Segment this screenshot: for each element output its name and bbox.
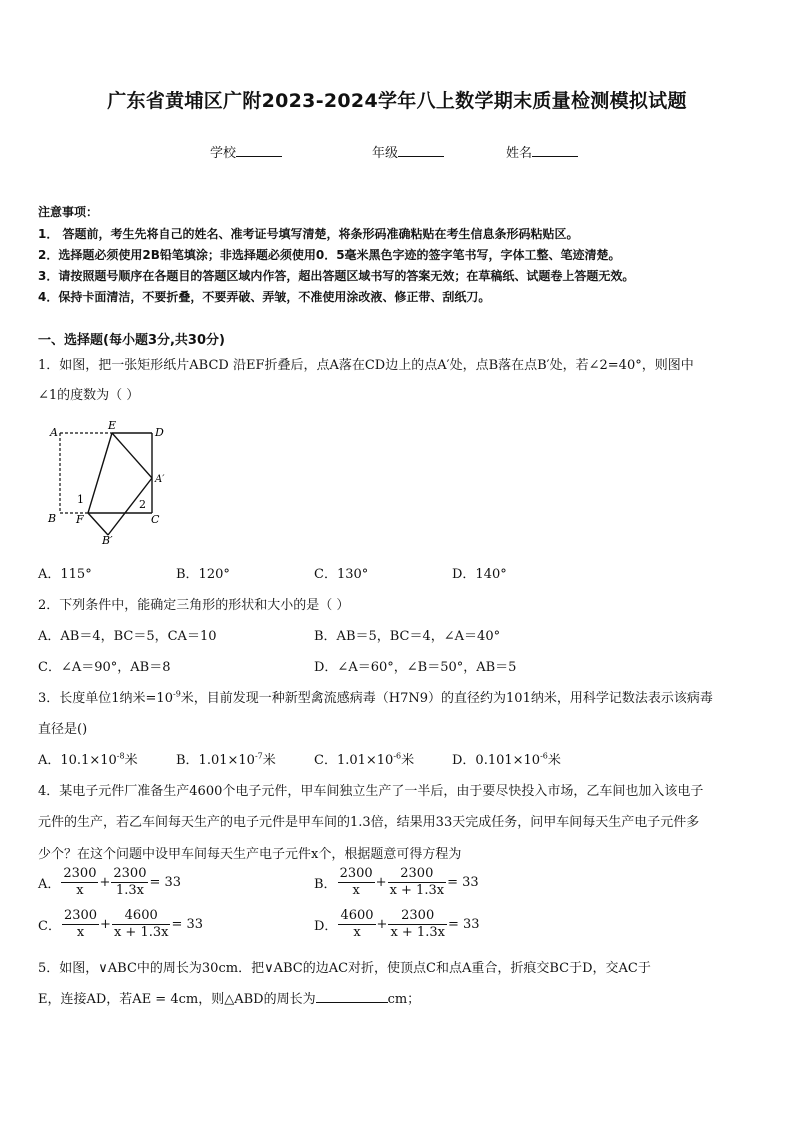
answer-blank[interactable] — [316, 990, 388, 1003]
q5-text: 5．如图，∨ABC中的周长为30cm．把∨ABC的边AC对折，使顶点C和点A重合，折痕交BC于D，交AC于 — [38, 961, 651, 976]
q3-option-b: B．$1.01\times 10^{-7}$米 — [176, 751, 276, 768]
q1-text: ∠1的度数为（ ） — [38, 388, 140, 403]
q2-option-d: D．∠A＝60°，∠B＝50°，AB＝5 — [314, 660, 517, 675]
q4-text: 少个？在这个问题中设甲车间每天生产电子元件x个，根据题意可得方程为 — [38, 847, 462, 862]
q1-option-c: C．130° — [314, 567, 369, 582]
label-c: C — [151, 513, 160, 526]
q1-figure — [44, 418, 174, 544]
q2-text: 2．下列条件中，能确定三角形的形状和大小的是（ ） — [38, 598, 350, 613]
q2-option-c: C．∠A＝90°，AB＝8 — [38, 660, 171, 675]
edge-fb2 — [88, 513, 108, 535]
q3-text: 3．长度单位1纳米$=10^{-9}$米，目前发现一种新型禽流感病毒（H7N9）的直径约为101纳米，用科学记数法表示该病毒 — [38, 689, 713, 706]
notice-item: 4．保持卡面清洁，不要折叠，不要弄破、弄皱，不准使用涂改液、修正带、刮纸刀。 — [38, 290, 491, 304]
label-angle-2: 2 — [139, 498, 146, 511]
q4-option-b: B． $\frac{2300}{x}$ + $\frac{2300}{x + 1.3x}$ = 33 — [314, 866, 479, 898]
label-b: B — [48, 512, 57, 525]
q3-text: 直径是() — [38, 722, 88, 737]
q1-option-a: A．115° — [38, 567, 92, 582]
school-field[interactable]: 学校 — [210, 142, 282, 161]
q4-text: 元件的生产，若乙车间每天生产的电子元件是甲车间的1.3倍，结果用33天完成任务，问甲车间每天生产电子元件多 — [38, 815, 700, 830]
q2-option-a: A．AB＝4，BC＝5，CA＝10 — [38, 629, 217, 644]
q4-option-d: D． $\frac{4600}{x}$ + $\frac{2300}{x + 1.3x}$ = 33 — [314, 908, 480, 940]
notice-heading: 注意事项： — [38, 205, 99, 219]
notice-item: 3．请按照题号顺序在各题目的答题区域内作答，超出答题区域书写的答案无效；在草稿纸、试题卷上答题无效。 — [38, 269, 635, 283]
q1-option-d: D．140° — [452, 567, 507, 582]
q3-option-c: C．$1.01\times 10^{-6}$米 — [314, 751, 415, 768]
fold-ef — [88, 433, 112, 513]
q4-text: 4．某电子元件厂准备生产4600个电子元件，甲车间独立生产了一半后，由于要尽快投入市场，乙车间也加入该电子 — [38, 784, 704, 799]
label-angle-1: 1 — [77, 493, 84, 506]
name-field[interactable]: 姓名 — [506, 142, 578, 161]
q1-option-b: B．120° — [176, 567, 230, 582]
q3-option-d: D．$0.101\times 10^{-6}$米 — [452, 751, 561, 768]
label-a-prime: A′ — [155, 474, 165, 485]
q2-option-b: B．AB＝5，BC＝4，∠A＝40° — [314, 629, 501, 644]
q3-option-a: A．$10.1\times 10^{-8}$米 — [38, 751, 138, 768]
grade-field[interactable]: 年级 — [372, 142, 444, 161]
q4-option-a: A． $\frac{2300}{x}$ + $\frac{2300}{1.3x}$ = 33 — [38, 866, 182, 898]
q4-option-c: C． $\frac{2300}{x}$ + $\frac{4600}{x + 1.3x}$ = 33 — [38, 908, 204, 940]
label-e: E — [108, 419, 117, 432]
notice-item: 1． 答题前，考生先将自己的姓名、准考证号填写清楚，将条形码准确粘贴在考生信息条形码粘贴区。 — [38, 227, 579, 241]
notice-item: 2．选择题必须使用2B铅笔填涂；非选择题必须使用0．5毫米黑色字迹的签字笔书写，字体工整、笔迹清楚。 — [38, 248, 621, 262]
section-heading: 一、选择题(每小题3分,共30分) — [38, 333, 225, 348]
q5-text: E，连接AD，若AE = 4cm，则△ABD的周长为 cm； — [38, 992, 421, 1007]
q1-text: 1．如图，把一张矩形纸片ABCD 沿EF折叠后，点A落在CD边上的点A′处，点B落在点B′处，若∠2=40°，则图中 — [38, 358, 694, 373]
edge-ea2 — [112, 433, 152, 478]
label-f: F — [76, 513, 84, 526]
label-d: D — [155, 426, 164, 439]
page-title: 广东省黄埔区广附2023-2024学年八上数学期末质量检测模拟试题 — [107, 90, 687, 112]
label-b-prime: B′ — [102, 534, 113, 544]
label-a: A — [50, 426, 58, 439]
